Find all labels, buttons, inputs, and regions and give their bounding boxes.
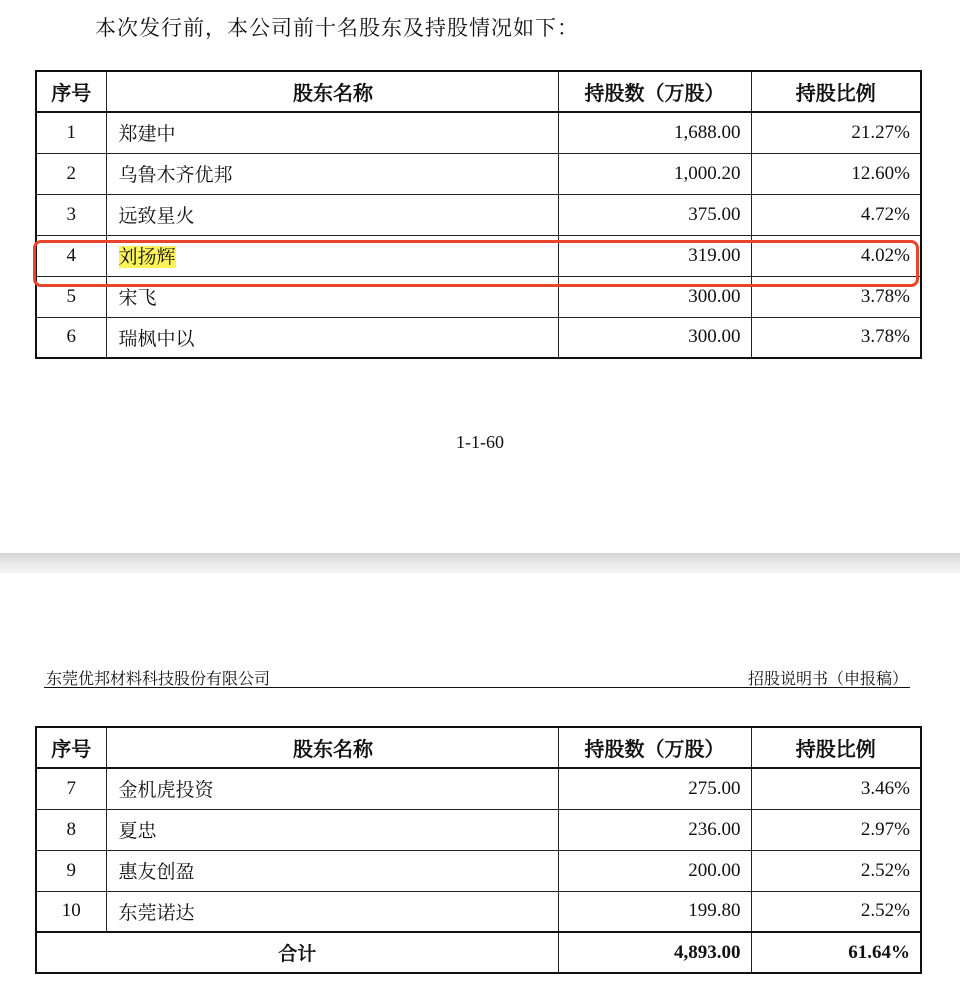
row-no: 3	[36, 194, 106, 235]
header-pct: 持股比例	[751, 727, 921, 768]
table-row	[36, 276, 921, 317]
highlighted-name: 刘扬辉	[118, 246, 176, 268]
row-name: 瑞枫中以	[106, 317, 558, 358]
row-pct: 2.97%	[751, 809, 921, 850]
row-no: 6	[36, 317, 106, 358]
header-shares: 持股数（万股）	[558, 71, 751, 112]
row-shares: 236.00	[558, 809, 751, 850]
row-shares: 375.00	[558, 194, 751, 235]
header-pct: 持股比例	[751, 71, 921, 112]
shareholder-table-part2	[35, 726, 922, 974]
row-name: 夏忠	[106, 809, 558, 850]
shareholder-table-part1	[35, 70, 922, 359]
page-header-doc-type: 招股说明书（申报稿）	[747, 669, 908, 688]
row-no: 9	[36, 850, 106, 891]
row-name: 宋飞	[106, 276, 558, 317]
header-name: 股东名称	[106, 71, 558, 112]
row-shares: 275.00	[558, 768, 751, 809]
row-shares: 200.00	[558, 850, 751, 891]
row-shares: 319.00	[558, 235, 751, 276]
row-shares: 1,000.20	[558, 153, 751, 194]
row-pct: 4.72%	[751, 194, 921, 235]
header-rule	[44, 687, 910, 688]
total-pct: 61.64%	[751, 932, 921, 973]
row-name: 惠友创盈	[106, 850, 558, 891]
table-header-row	[36, 727, 921, 768]
header-no: 序号	[36, 71, 106, 112]
row-name: 乌鲁木齐优邦	[106, 153, 558, 194]
table-row	[36, 317, 921, 358]
row-no: 2	[36, 153, 106, 194]
row-shares: 300.00	[558, 317, 751, 358]
row-name: 金机虎投资	[106, 768, 558, 809]
row-no: 8	[36, 809, 106, 850]
table-row-highlighted	[36, 235, 921, 276]
header-name: 股东名称	[106, 727, 558, 768]
total-label: 合计	[36, 932, 558, 973]
row-pct: 21.27%	[751, 112, 921, 153]
row-shares: 300.00	[558, 276, 751, 317]
page-header-company: 东莞优邦材料科技股份有限公司	[46, 669, 271, 688]
row-no: 10	[36, 891, 106, 932]
intro-paragraph: 本次发行前，本公司前十名股东及持股情况如下：	[95, 16, 579, 40]
row-no: 5	[36, 276, 106, 317]
total-shares: 4,893.00	[558, 932, 751, 973]
table-total-row	[36, 932, 921, 973]
row-name: 郑建中	[106, 112, 558, 153]
row-pct: 4.02%	[751, 235, 921, 276]
header-no: 序号	[36, 727, 106, 768]
table-header-row	[36, 71, 921, 112]
table-row	[36, 850, 921, 891]
header-shares: 持股数（万股）	[558, 727, 751, 768]
row-shares: 199.80	[558, 891, 751, 932]
table-row	[36, 112, 921, 153]
row-shares: 1,688.00	[558, 112, 751, 153]
table-row	[36, 891, 921, 932]
row-no: 1	[36, 112, 106, 153]
row-pct: 2.52%	[751, 850, 921, 891]
table-row	[36, 194, 921, 235]
row-pct: 12.60%	[751, 153, 921, 194]
row-pct: 3.46%	[751, 768, 921, 809]
table-row	[36, 153, 921, 194]
row-name-cell	[106, 235, 558, 276]
page-separator	[0, 553, 960, 573]
row-name: 远致星火	[106, 194, 558, 235]
page-number: 1-1-60	[456, 432, 504, 452]
row-no: 7	[36, 768, 106, 809]
row-no: 4	[36, 235, 106, 276]
table-row	[36, 809, 921, 850]
row-pct: 2.52%	[751, 891, 921, 932]
row-pct: 3.78%	[751, 317, 921, 358]
row-name: 东莞诺达	[106, 891, 558, 932]
row-pct: 3.78%	[751, 276, 921, 317]
table-row	[36, 768, 921, 809]
